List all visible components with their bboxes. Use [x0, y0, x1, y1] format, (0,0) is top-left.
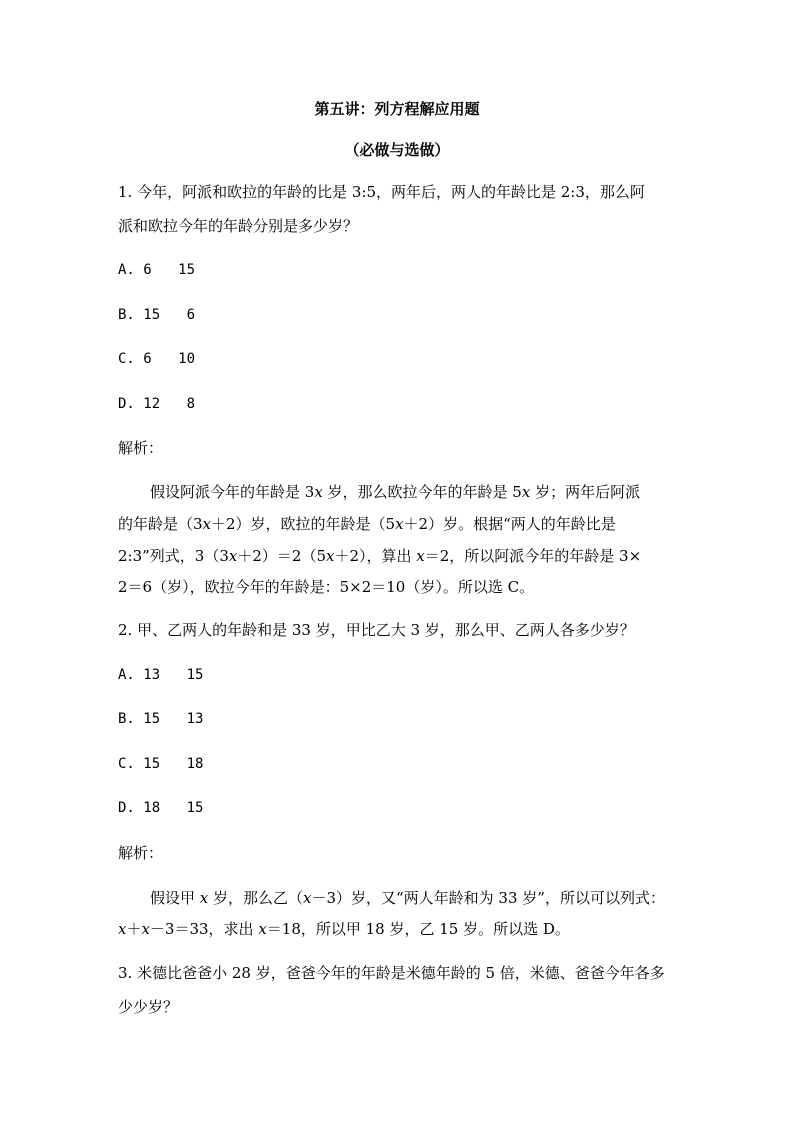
option-value-2: 15: [178, 262, 196, 278]
option-letter: A.: [118, 262, 135, 278]
option-value-1: 6: [143, 351, 152, 367]
question-1-analysis-line-3: 2:3”列式，3（3𝑥＋2）＝2（5𝑥＋2），算出 𝑥＝2，所以阿派今年的年龄是 3×: [118, 547, 642, 565]
question-2-analysis-label: 解析：: [118, 844, 164, 862]
option-value-2: 15: [186, 667, 204, 683]
question-1-option-c: [118, 349, 195, 369]
question-2-option-c: [118, 754, 203, 774]
option-value-2: 15: [186, 800, 204, 816]
page-subtitle: （必做与选做）: [344, 141, 450, 159]
option-value-1: 15: [143, 307, 161, 323]
option-value-1: 6: [143, 262, 152, 278]
question-1-option-a: [118, 260, 195, 280]
option-value-1: 18: [143, 800, 161, 816]
question-1-option-b: [118, 305, 195, 325]
question-3-text-line-1: 3. 米德比爸爸小 28 岁，爸爸今年的年龄是米德年龄的 5 倍，米德、爸爸今年各多: [118, 964, 665, 982]
option-letter: D.: [118, 396, 135, 412]
option-value-2: 13: [186, 711, 204, 727]
question-2-option-a: [118, 665, 203, 685]
question-1-analysis-line-4: 2＝6（岁），欧拉今年的年龄是：5×2＝10（岁）。所以选 C。: [118, 578, 535, 596]
option-value-2: 8: [186, 396, 196, 412]
question-3-text-line-2: 少少岁？: [118, 998, 179, 1016]
question-2-analysis-line-1: 假设甲 𝑥 岁，那么乙（𝑥－3）岁，又“两人年龄和为 33 岁”，所以可以列式：: [150, 889, 665, 907]
question-2-text-line-1: 2. 甲、乙两人的年龄和是 33 岁，甲比乙大 3 岁，那么甲、乙两人各多少岁？: [118, 621, 635, 639]
option-letter: C.: [118, 756, 135, 772]
option-value-2: 10: [178, 351, 196, 367]
option-letter: A.: [118, 667, 135, 683]
question-1-text-line-1: 1. 今年，阿派和欧拉的年龄的比是 3:5，两年后，两人的年龄比是 2:3，那么阿: [118, 183, 645, 201]
option-value-2: 18: [186, 756, 204, 772]
option-value-1: 15: [143, 756, 161, 772]
question-2-option-d: [118, 798, 203, 818]
option-letter: C.: [118, 351, 135, 367]
question-1-text-line-2: 派和欧拉今年的年龄分别是多少岁？: [118, 217, 359, 235]
question-1-analysis-label: 解析：: [118, 439, 164, 457]
question-2-analysis-line-2: 𝑥＋𝑥－3＝33，求出 𝑥＝18，所以甲 18 岁，乙 15 岁。所以选 D。: [118, 920, 570, 938]
option-letter: D.: [118, 800, 135, 816]
option-value-1: 13: [143, 667, 161, 683]
option-value-1: 12: [143, 396, 161, 412]
question-1-option-d: [118, 394, 195, 414]
option-value-1: 15: [143, 711, 161, 727]
question-1-analysis-line-2: 的年龄是（3𝑥＋2）岁，欧拉的年龄是（5𝑥＋2）岁。根据“两人的年龄比是: [118, 515, 616, 533]
question-2-option-b: [118, 709, 203, 729]
question-1-analysis-line-1: 假设阿派今年的年龄是 3𝑥 岁，那么欧拉今年的年龄是 5𝑥 岁；两年后阿派: [150, 483, 641, 501]
option-letter: B.: [118, 711, 135, 727]
page-title: 第五讲：列方程解应用题: [314, 100, 480, 118]
option-letter: B.: [118, 307, 135, 323]
option-value-2: 6: [186, 307, 196, 323]
